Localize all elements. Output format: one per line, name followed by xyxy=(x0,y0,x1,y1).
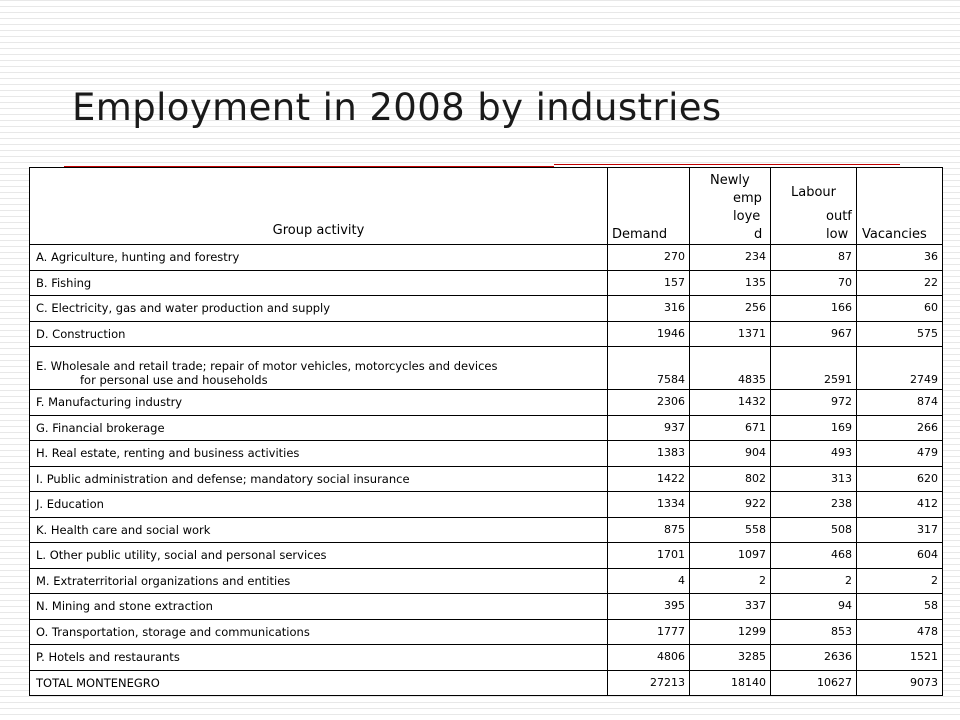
cell-demand: 316 xyxy=(608,296,690,322)
cell-vacancies: 266 xyxy=(857,415,943,441)
cell-demand: 157 xyxy=(608,270,690,296)
row-label: A. Agriculture, hunting and forestry xyxy=(30,245,608,271)
cell-vacancies: 9073 xyxy=(857,670,943,696)
header-labour-outflow xyxy=(771,168,857,245)
cell-vacancies: 478 xyxy=(857,619,943,645)
cell-vacancies: 58 xyxy=(857,594,943,620)
cell-newly-employed: 135 xyxy=(690,270,771,296)
row-label-total: TOTAL MONTENEGRO xyxy=(30,670,608,696)
cell-labour-outflow: 313 xyxy=(771,466,857,492)
page-title: Employment in 2008 by industries xyxy=(72,86,722,129)
cell-demand: 4806 xyxy=(608,645,690,671)
cell-demand: 1777 xyxy=(608,619,690,645)
header-newly-line-3: loye xyxy=(733,209,761,224)
cell-vacancies: 1521 xyxy=(857,645,943,671)
header-outflow-line-1: Labour xyxy=(791,185,836,200)
cell-newly-employed: 1097 xyxy=(690,543,771,569)
header-newly-line-4: d xyxy=(754,227,763,242)
row-label: C. Electricity, gas and water production and supply xyxy=(30,296,608,322)
cell-labour-outflow: 10627 xyxy=(771,670,857,696)
row-label: J. Education xyxy=(30,492,608,518)
cell-labour-outflow: 2 xyxy=(771,568,857,594)
cell-labour-outflow: 70 xyxy=(771,270,857,296)
cell-vacancies: 479 xyxy=(857,441,943,467)
row-label: P. Hotels and restaurants xyxy=(30,645,608,671)
row-label: D. Construction xyxy=(30,321,608,347)
header-outflow-line-2: outf xyxy=(826,209,852,224)
cell-labour-outflow: 2636 xyxy=(771,645,857,671)
row-label xyxy=(30,347,608,390)
header-vacancies-label: Vacancies xyxy=(862,227,927,242)
cell-demand: 2306 xyxy=(608,390,690,416)
header-newly-employed xyxy=(690,168,771,245)
cell-demand: 27213 xyxy=(608,670,690,696)
table-row-total xyxy=(30,670,943,696)
table-row xyxy=(30,441,943,467)
row-label: B. Fishing xyxy=(30,270,608,296)
row-label: O. Transportation, storage and communications xyxy=(30,619,608,645)
header-newly-line-1: Newly xyxy=(710,173,750,188)
cell-vacancies: 60 xyxy=(857,296,943,322)
cell-vacancies: 604 xyxy=(857,543,943,569)
cell-vacancies: 36 xyxy=(857,245,943,271)
cell-newly-employed: 256 xyxy=(690,296,771,322)
cell-demand: 1701 xyxy=(608,543,690,569)
header-newly-line-2: emp xyxy=(733,191,762,206)
table-row xyxy=(30,594,943,620)
table-row xyxy=(30,415,943,441)
cell-labour-outflow: 166 xyxy=(771,296,857,322)
cell-labour-outflow: 967 xyxy=(771,321,857,347)
header-demand-label: Demand xyxy=(612,227,668,242)
cell-newly-employed: 1299 xyxy=(690,619,771,645)
cell-newly-employed: 18140 xyxy=(690,670,771,696)
cell-vacancies: 575 xyxy=(857,321,943,347)
cell-demand: 7584 xyxy=(608,347,690,390)
cell-newly-employed: 1432 xyxy=(690,390,771,416)
row-label: L. Other public utility, social and personal services xyxy=(30,543,608,569)
header-vacancies xyxy=(857,168,943,245)
cell-newly-employed: 802 xyxy=(690,466,771,492)
cell-newly-employed: 3285 xyxy=(690,645,771,671)
cell-demand: 1383 xyxy=(608,441,690,467)
cell-labour-outflow: 853 xyxy=(771,619,857,645)
row-label: N. Mining and stone extraction xyxy=(30,594,608,620)
cell-vacancies: 317 xyxy=(857,517,943,543)
cell-newly-employed: 671 xyxy=(690,415,771,441)
row-label: I. Public administration and defense; mandatory social insurance xyxy=(30,466,608,492)
cell-newly-employed: 1371 xyxy=(690,321,771,347)
header-row xyxy=(30,168,943,245)
cell-labour-outflow: 468 xyxy=(771,543,857,569)
cell-demand: 875 xyxy=(608,517,690,543)
cell-labour-outflow: 87 xyxy=(771,245,857,271)
employment-table xyxy=(29,167,943,696)
table-row xyxy=(30,568,943,594)
cell-demand: 1334 xyxy=(608,492,690,518)
cell-demand: 1946 xyxy=(608,321,690,347)
row-label: G. Financial brokerage xyxy=(30,415,608,441)
cell-demand: 1422 xyxy=(608,466,690,492)
row-label: K. Health care and social work xyxy=(30,517,608,543)
cell-vacancies: 22 xyxy=(857,270,943,296)
row-label-line-2: for personal use and households xyxy=(80,373,268,387)
cell-vacancies: 620 xyxy=(857,466,943,492)
cell-vacancies: 2 xyxy=(857,568,943,594)
table-row xyxy=(30,543,943,569)
table-row xyxy=(30,390,943,416)
cell-demand: 270 xyxy=(608,245,690,271)
table-row xyxy=(30,517,943,543)
cell-vacancies: 412 xyxy=(857,492,943,518)
cell-demand: 395 xyxy=(608,594,690,620)
table-row xyxy=(30,619,943,645)
cell-vacancies: 874 xyxy=(857,390,943,416)
row-label: H. Real estate, renting and business activities xyxy=(30,441,608,467)
row-label: F. Manufacturing industry xyxy=(30,390,608,416)
header-outflow-line-3: low xyxy=(826,227,849,242)
table-row xyxy=(30,296,943,322)
table-row xyxy=(30,245,943,271)
table-row xyxy=(30,347,943,390)
table-row xyxy=(30,492,943,518)
cell-labour-outflow: 972 xyxy=(771,390,857,416)
table-row xyxy=(30,466,943,492)
table-row xyxy=(30,645,943,671)
cell-labour-outflow: 508 xyxy=(771,517,857,543)
table-row xyxy=(30,270,943,296)
row-label: M. Extraterritorial organizations and entities xyxy=(30,568,608,594)
header-group-activity xyxy=(30,168,608,245)
cell-labour-outflow: 2591 xyxy=(771,347,857,390)
header-group-activity-label: Group activity xyxy=(272,223,365,238)
cell-labour-outflow: 238 xyxy=(771,492,857,518)
cell-newly-employed: 4835 xyxy=(690,347,771,390)
cell-vacancies: 2749 xyxy=(857,347,943,390)
cell-newly-employed: 337 xyxy=(690,594,771,620)
cell-newly-employed: 904 xyxy=(690,441,771,467)
cell-newly-employed: 234 xyxy=(690,245,771,271)
row-label-line-1: E. Wholesale and retail trade; repair of motor vehicles, motorcycles and devices xyxy=(36,359,498,373)
cell-newly-employed: 2 xyxy=(690,568,771,594)
cell-newly-employed: 922 xyxy=(690,492,771,518)
cell-newly-employed: 558 xyxy=(690,517,771,543)
title-underline-thin xyxy=(554,164,900,165)
table-row xyxy=(30,321,943,347)
cell-labour-outflow: 94 xyxy=(771,594,857,620)
cell-demand: 4 xyxy=(608,568,690,594)
cell-labour-outflow: 493 xyxy=(771,441,857,467)
cell-labour-outflow: 169 xyxy=(771,415,857,441)
header-demand xyxy=(608,168,690,245)
cell-demand: 937 xyxy=(608,415,690,441)
